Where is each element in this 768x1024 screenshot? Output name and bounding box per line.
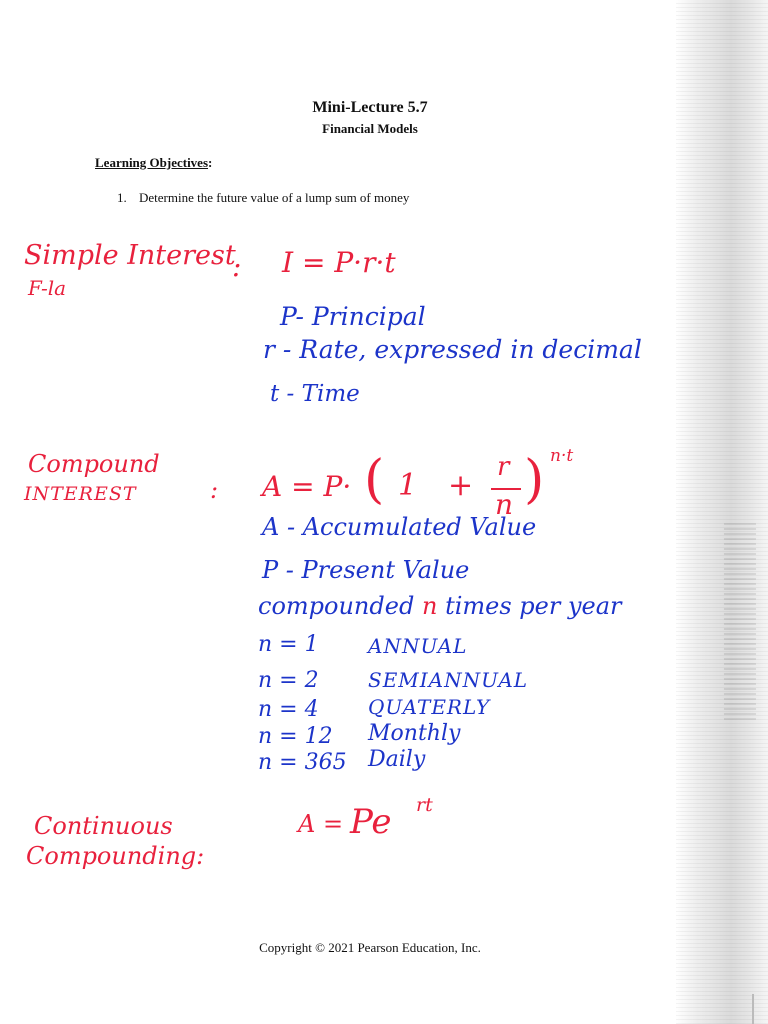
objective-item <box>117 190 409 206</box>
variable-time: t - Time <box>270 381 360 407</box>
objectives-heading-text: Learning Objectives <box>95 155 209 170</box>
compounded-suffix: times per year <box>445 592 622 620</box>
objectives-heading-colon: : <box>208 155 213 170</box>
continuous-formula-exponent: rt <box>416 794 433 816</box>
continuous-formula-lhs: A = <box>298 810 344 838</box>
formula-plus: + <box>448 468 474 503</box>
compound-interest-heading-line1: Compound <box>28 450 160 478</box>
compound-interest-heading-line2: INTEREST <box>24 483 137 505</box>
formula-exponent: n·t <box>550 446 574 466</box>
frequency-label-daily: Daily <box>368 747 426 772</box>
variable-rate: r - Rate, expressed in decimal <box>263 335 642 364</box>
frequency-n-semiannual: n = 2 <box>258 668 319 693</box>
compounded-times-per-year <box>258 592 622 620</box>
definition-accumulated-value: A - Accumulated Value <box>262 513 537 541</box>
copyright-footer: Copyright © 2021 Pearson Education, Inc. <box>259 940 481 955</box>
formula-lhs: A = P· <box>262 470 352 503</box>
page-title: Mini-Lecture 5.7 <box>312 99 428 116</box>
frequency-label-monthly: Monthly <box>368 721 461 746</box>
frequency-label-semiannual: SEMIANNUAL <box>368 668 529 692</box>
formula-denominator: n <box>495 488 514 521</box>
definition-present-value: P - Present Value <box>262 556 470 584</box>
simple-interest-note: F-la <box>28 276 67 300</box>
continuous-heading-line1: Continuous <box>34 812 173 840</box>
objective-text: Determine the future value of a lump sum of money <box>139 190 410 205</box>
scan-noise-band <box>724 520 756 720</box>
frequency-label-annual: ANNUAL <box>368 634 468 658</box>
compounded-prefix: compounded <box>258 592 415 620</box>
formula-numerator: r <box>497 452 510 482</box>
continuous-heading-line2: Compounding: <box>26 842 205 870</box>
compounded-n: n <box>421 592 438 620</box>
frequency-label-quarterly: QUATERLY <box>368 695 491 719</box>
simple-interest-heading: Simple Interest <box>24 240 236 271</box>
simple-interest-formula: I = P·r·t <box>282 246 396 279</box>
objectives-heading <box>95 155 212 171</box>
compound-interest-colon: : <box>210 476 219 504</box>
formula-one: 1 <box>398 468 418 503</box>
page-subtitle: Financial Models <box>322 121 418 136</box>
scan-shadow-edge <box>676 0 768 1024</box>
variable-principal: P- Principal <box>280 302 426 331</box>
simple-interest-colon: : <box>232 250 242 283</box>
frequency-n-monthly: n = 12 <box>258 724 333 749</box>
formula-close-paren: ) <box>524 450 545 510</box>
frequency-n-quarterly: n = 4 <box>258 697 319 722</box>
objective-number: 1. <box>117 190 127 205</box>
frequency-n-annual: n = 1 <box>258 632 319 657</box>
scan-edge-line <box>752 994 754 1024</box>
formula-open-paren: ( <box>364 450 385 510</box>
continuous-formula <box>298 794 458 850</box>
frequency-n-daily: n = 365 <box>258 750 347 775</box>
continuous-formula-base: Pe <box>350 802 392 842</box>
